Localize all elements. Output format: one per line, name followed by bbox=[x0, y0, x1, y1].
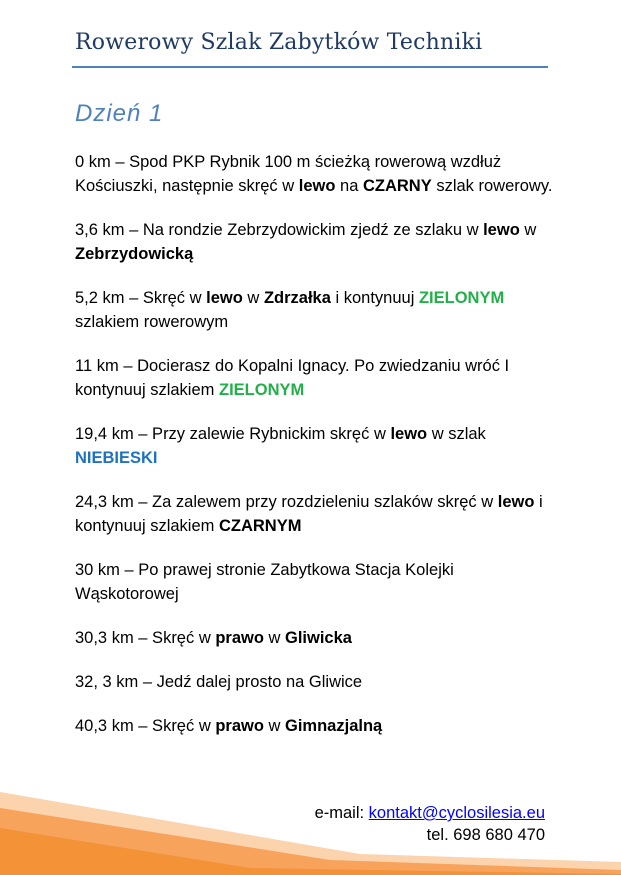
route-text: – Za zalewem przy rozdzieleniu szlaków skręć w bbox=[138, 493, 498, 511]
direction-word: lewo bbox=[206, 289, 243, 307]
email-line bbox=[315, 802, 545, 824]
direction-word: prawo bbox=[215, 717, 264, 735]
km-marker: 3,6 km bbox=[75, 221, 125, 239]
street-name: Gimnazjalną bbox=[285, 717, 383, 735]
trail-name: CZARNY bbox=[362, 177, 432, 195]
street-name: Gliwicka bbox=[285, 629, 352, 647]
route-item-0km bbox=[75, 150, 555, 198]
email-link[interactable]: kontakt@cyclosilesia.eu bbox=[368, 804, 545, 822]
km-marker: 5,2 km bbox=[75, 289, 125, 307]
route-item-30km bbox=[75, 558, 555, 606]
route-text: – Docierasz do Kopalni Ignacy. Po zwiedzaniu wróć I kontynuuj szlakiem bbox=[75, 357, 510, 399]
blue-trail-label: NIEBIESKI bbox=[75, 449, 158, 467]
route-item-32-3km bbox=[75, 670, 555, 694]
route-text: – Przy zalewie Rybnickim skręć w bbox=[138, 425, 391, 443]
km-marker: 24,3 km bbox=[75, 493, 134, 511]
route-text: w bbox=[263, 717, 286, 735]
route-text: w bbox=[263, 629, 286, 647]
direction-word: lewo bbox=[497, 493, 535, 511]
route-text: – Po prawej stronie Zabytkowa Stacja Kolejki Wąskotorowej bbox=[75, 561, 454, 603]
phone-line: tel. 698 680 470 bbox=[426, 826, 545, 844]
trail-name: CZARNYM bbox=[218, 517, 302, 535]
route-text: w szlak bbox=[427, 425, 486, 443]
route-text: – Na rondzie Zebrzydowickim zjedź ze szlaku w bbox=[129, 221, 484, 239]
direction-word: lewo bbox=[298, 177, 336, 195]
route-text: – Skręć w bbox=[138, 717, 216, 735]
route-text: i kontynuuj szlakiem bbox=[75, 493, 543, 535]
route-text: szlak rowerowy. bbox=[431, 177, 553, 195]
route-list bbox=[75, 150, 555, 758]
title-underline bbox=[72, 66, 548, 68]
direction-word: lewo bbox=[483, 221, 520, 239]
route-text: na bbox=[335, 177, 363, 195]
route-item-40-3km bbox=[75, 714, 555, 738]
green-trail-label: ZIELONYM bbox=[218, 381, 305, 399]
direction-word: lewo bbox=[390, 425, 428, 443]
route-text: w bbox=[519, 221, 537, 239]
document-title: Rowerowy Szlak Zabytków Techniki bbox=[75, 30, 483, 55]
route-item-30-3km bbox=[75, 626, 555, 650]
route-text: – Jedź dalej prosto na Gliwice bbox=[142, 673, 363, 691]
green-trail-label: ZIELONYM bbox=[418, 289, 505, 307]
direction-word: prawo bbox=[215, 629, 264, 647]
route-text: – Spod PKP Rybnik 100 m ścieżką rowerową wzdłuż Kościuszki, następnie skręć w bbox=[75, 153, 502, 195]
day-heading: Dzień 1 bbox=[75, 100, 164, 127]
route-text: i kontynuuj bbox=[330, 289, 419, 307]
route-item-24-3km bbox=[75, 490, 555, 538]
street-name: Zebrzydowicką bbox=[75, 245, 194, 263]
route-text: – Skręć w bbox=[138, 629, 216, 647]
km-marker: 30 km bbox=[75, 561, 120, 579]
route-item-11km bbox=[75, 354, 555, 402]
km-marker: 11 km bbox=[75, 357, 119, 375]
route-text: – Skręć w bbox=[129, 289, 207, 307]
route-text: szlakiem rowerowym bbox=[75, 313, 229, 331]
contact-block bbox=[315, 802, 545, 846]
km-marker: 0 km bbox=[75, 153, 111, 171]
route-item-5-2km bbox=[75, 286, 555, 334]
km-marker: 19,4 km bbox=[75, 425, 134, 443]
street-name: Zdrzałka bbox=[263, 289, 331, 307]
route-text: w bbox=[242, 289, 264, 307]
email-label: e-mail: bbox=[314, 804, 369, 822]
route-item-3-6km bbox=[75, 218, 555, 266]
km-marker: 32, 3 km bbox=[75, 673, 139, 691]
route-item-19-4km bbox=[75, 422, 555, 470]
km-marker: 40,3 km bbox=[75, 717, 134, 735]
km-marker: 30,3 km bbox=[75, 629, 134, 647]
